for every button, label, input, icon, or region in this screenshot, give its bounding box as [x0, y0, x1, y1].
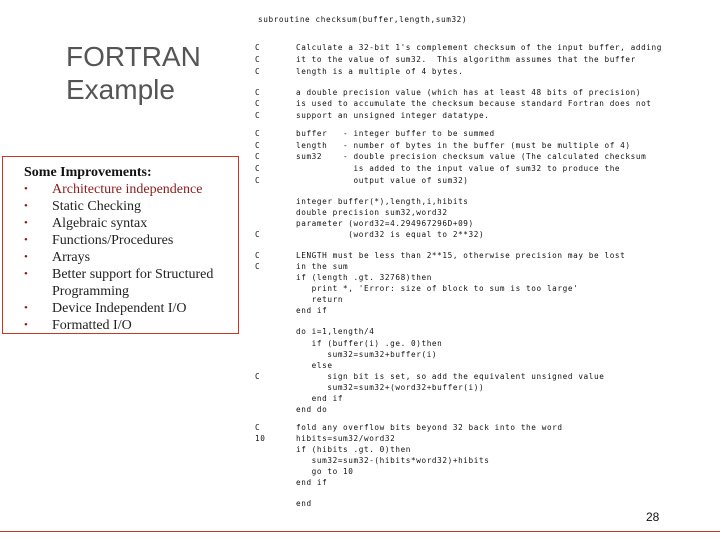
- code-line-text: a double precision value (which has at least 48 bits of precision): [296, 88, 642, 97]
- bullet-icon: •: [24, 183, 28, 195]
- list-item-label: Architecture independence: [52, 182, 203, 197]
- code-line-text: support an unsigned integer datatype.: [296, 111, 490, 120]
- code-line-text: return: [296, 295, 344, 304]
- code-line-marker: C: [255, 111, 261, 120]
- code-line-marker: C: [255, 230, 261, 239]
- code-line-text: length - number of bytes in the buffer (must be multiple of 4): [296, 141, 631, 150]
- code-header: subroutine checksum(buffer,length,sum32): [258, 15, 468, 24]
- code-line-marker: C: [255, 251, 261, 260]
- code-line-text: else: [296, 361, 333, 370]
- code-line-text: if (buffer(i) .ge. 0)then: [296, 339, 443, 348]
- code-line-marker: C: [255, 129, 261, 138]
- list-item-label: Functions/Procedures: [52, 233, 174, 248]
- bullet-icon: •: [24, 217, 28, 229]
- code-line-marker: C: [255, 372, 261, 381]
- list-item-label: Formatted I/O: [52, 318, 132, 333]
- bullet-icon: •: [24, 268, 28, 280]
- code-line-marker: C: [255, 67, 261, 76]
- code-line-text: is used to accumulate the checksum because standard Fortran does not: [296, 99, 652, 108]
- code-line-text: LENGTH must be less than 2**15, otherwise precision may be lost: [296, 251, 626, 260]
- code-line-text: length is a multiple of 4 bytes.: [296, 67, 464, 76]
- code-line-text: end if: [296, 394, 344, 403]
- code-line-marker: C: [255, 423, 261, 432]
- code-line-marker: 10: [255, 434, 266, 443]
- code-line-text: parameter (word32=4.294967296D+09): [296, 219, 474, 228]
- code-line-text: sum32=sum32-(hibits*word32)+hibits: [296, 456, 490, 465]
- code-line-text: is added to the input value of sum32 to produce the: [296, 164, 621, 173]
- code-line-text: if (length .gt. 32768)then: [296, 273, 432, 282]
- code-line-text: sum32=sum32+(word32+buffer(i)): [296, 383, 485, 392]
- code-line-text: fold any overflow bits beyond 32 back into the word: [296, 423, 563, 432]
- code-line-marker: C: [255, 164, 261, 173]
- code-line-text: do i=1,length/4: [296, 327, 375, 336]
- code-line-text: sum32=sum32+buffer(i): [296, 350, 438, 359]
- code-line-marker: C: [255, 152, 261, 161]
- list-item-label: Arrays: [52, 250, 91, 265]
- code-line-marker: C: [255, 88, 261, 97]
- code-line-text: end do: [296, 405, 328, 414]
- code-line-text: integer buffer(*),length,i,hibits: [296, 197, 469, 206]
- code-line-text: Calculate a 32-bit 1's complement checksum of the input buffer, adding: [296, 43, 662, 52]
- list-item-label: Device Independent I/O: [52, 301, 187, 316]
- improvements-heading: Some Improvements:: [24, 165, 152, 180]
- code-line-text: end if: [296, 478, 328, 487]
- code-line-text: buffer - integer buffer to be summed: [296, 129, 495, 138]
- code-line-text: (word32 is equal to 2**32): [296, 230, 485, 239]
- code-line-marker: C: [255, 55, 261, 64]
- code-line-marker: C: [255, 141, 261, 150]
- slide-title-line1: FORTRAN: [66, 41, 201, 72]
- code-line-text: hibits=sum32/word32: [296, 434, 396, 443]
- slide-title-line2: Example: [66, 74, 175, 105]
- code-line-marker: C: [255, 43, 261, 52]
- code-line-text: if (hibits .gt. 0)then: [296, 445, 412, 454]
- code-line-text: in the sum: [296, 262, 349, 271]
- code-line-text: sign bit is set, so add the equivalent unsigned value: [296, 372, 605, 381]
- bullet-icon: •: [24, 302, 28, 314]
- list-item-label: Algebraic syntax: [52, 216, 148, 231]
- page-number: 28: [646, 510, 660, 524]
- code-line-text: end: [296, 499, 312, 508]
- list-item-label: Static Checking: [52, 199, 142, 214]
- code-line-text: double precision sum32,word32: [296, 208, 448, 217]
- bullet-icon: •: [24, 251, 28, 263]
- code-line-text: print *, 'Error: size of block to sum is too large': [296, 284, 579, 293]
- code-line-text: end if: [296, 306, 328, 315]
- bullet-icon: •: [24, 319, 28, 331]
- footer-rule: [0, 531, 720, 532]
- code-line-marker: C: [255, 262, 261, 271]
- code-line-text: go to 10: [296, 467, 354, 476]
- code-line-marker: C: [255, 99, 261, 108]
- bullet-icon: •: [24, 200, 28, 212]
- bullet-icon: •: [24, 234, 28, 246]
- list-item-label: Better support for Structured Programming: [52, 267, 214, 299]
- code-line-text: sum32 - double precision checksum value (The calculated checksum: [296, 152, 647, 161]
- code-line-marker: C: [255, 176, 261, 185]
- code-line-text: output value of sum32): [296, 176, 469, 185]
- code-line-text: it to the value of sum32. This algorithm assumes that the buffer: [296, 55, 636, 64]
